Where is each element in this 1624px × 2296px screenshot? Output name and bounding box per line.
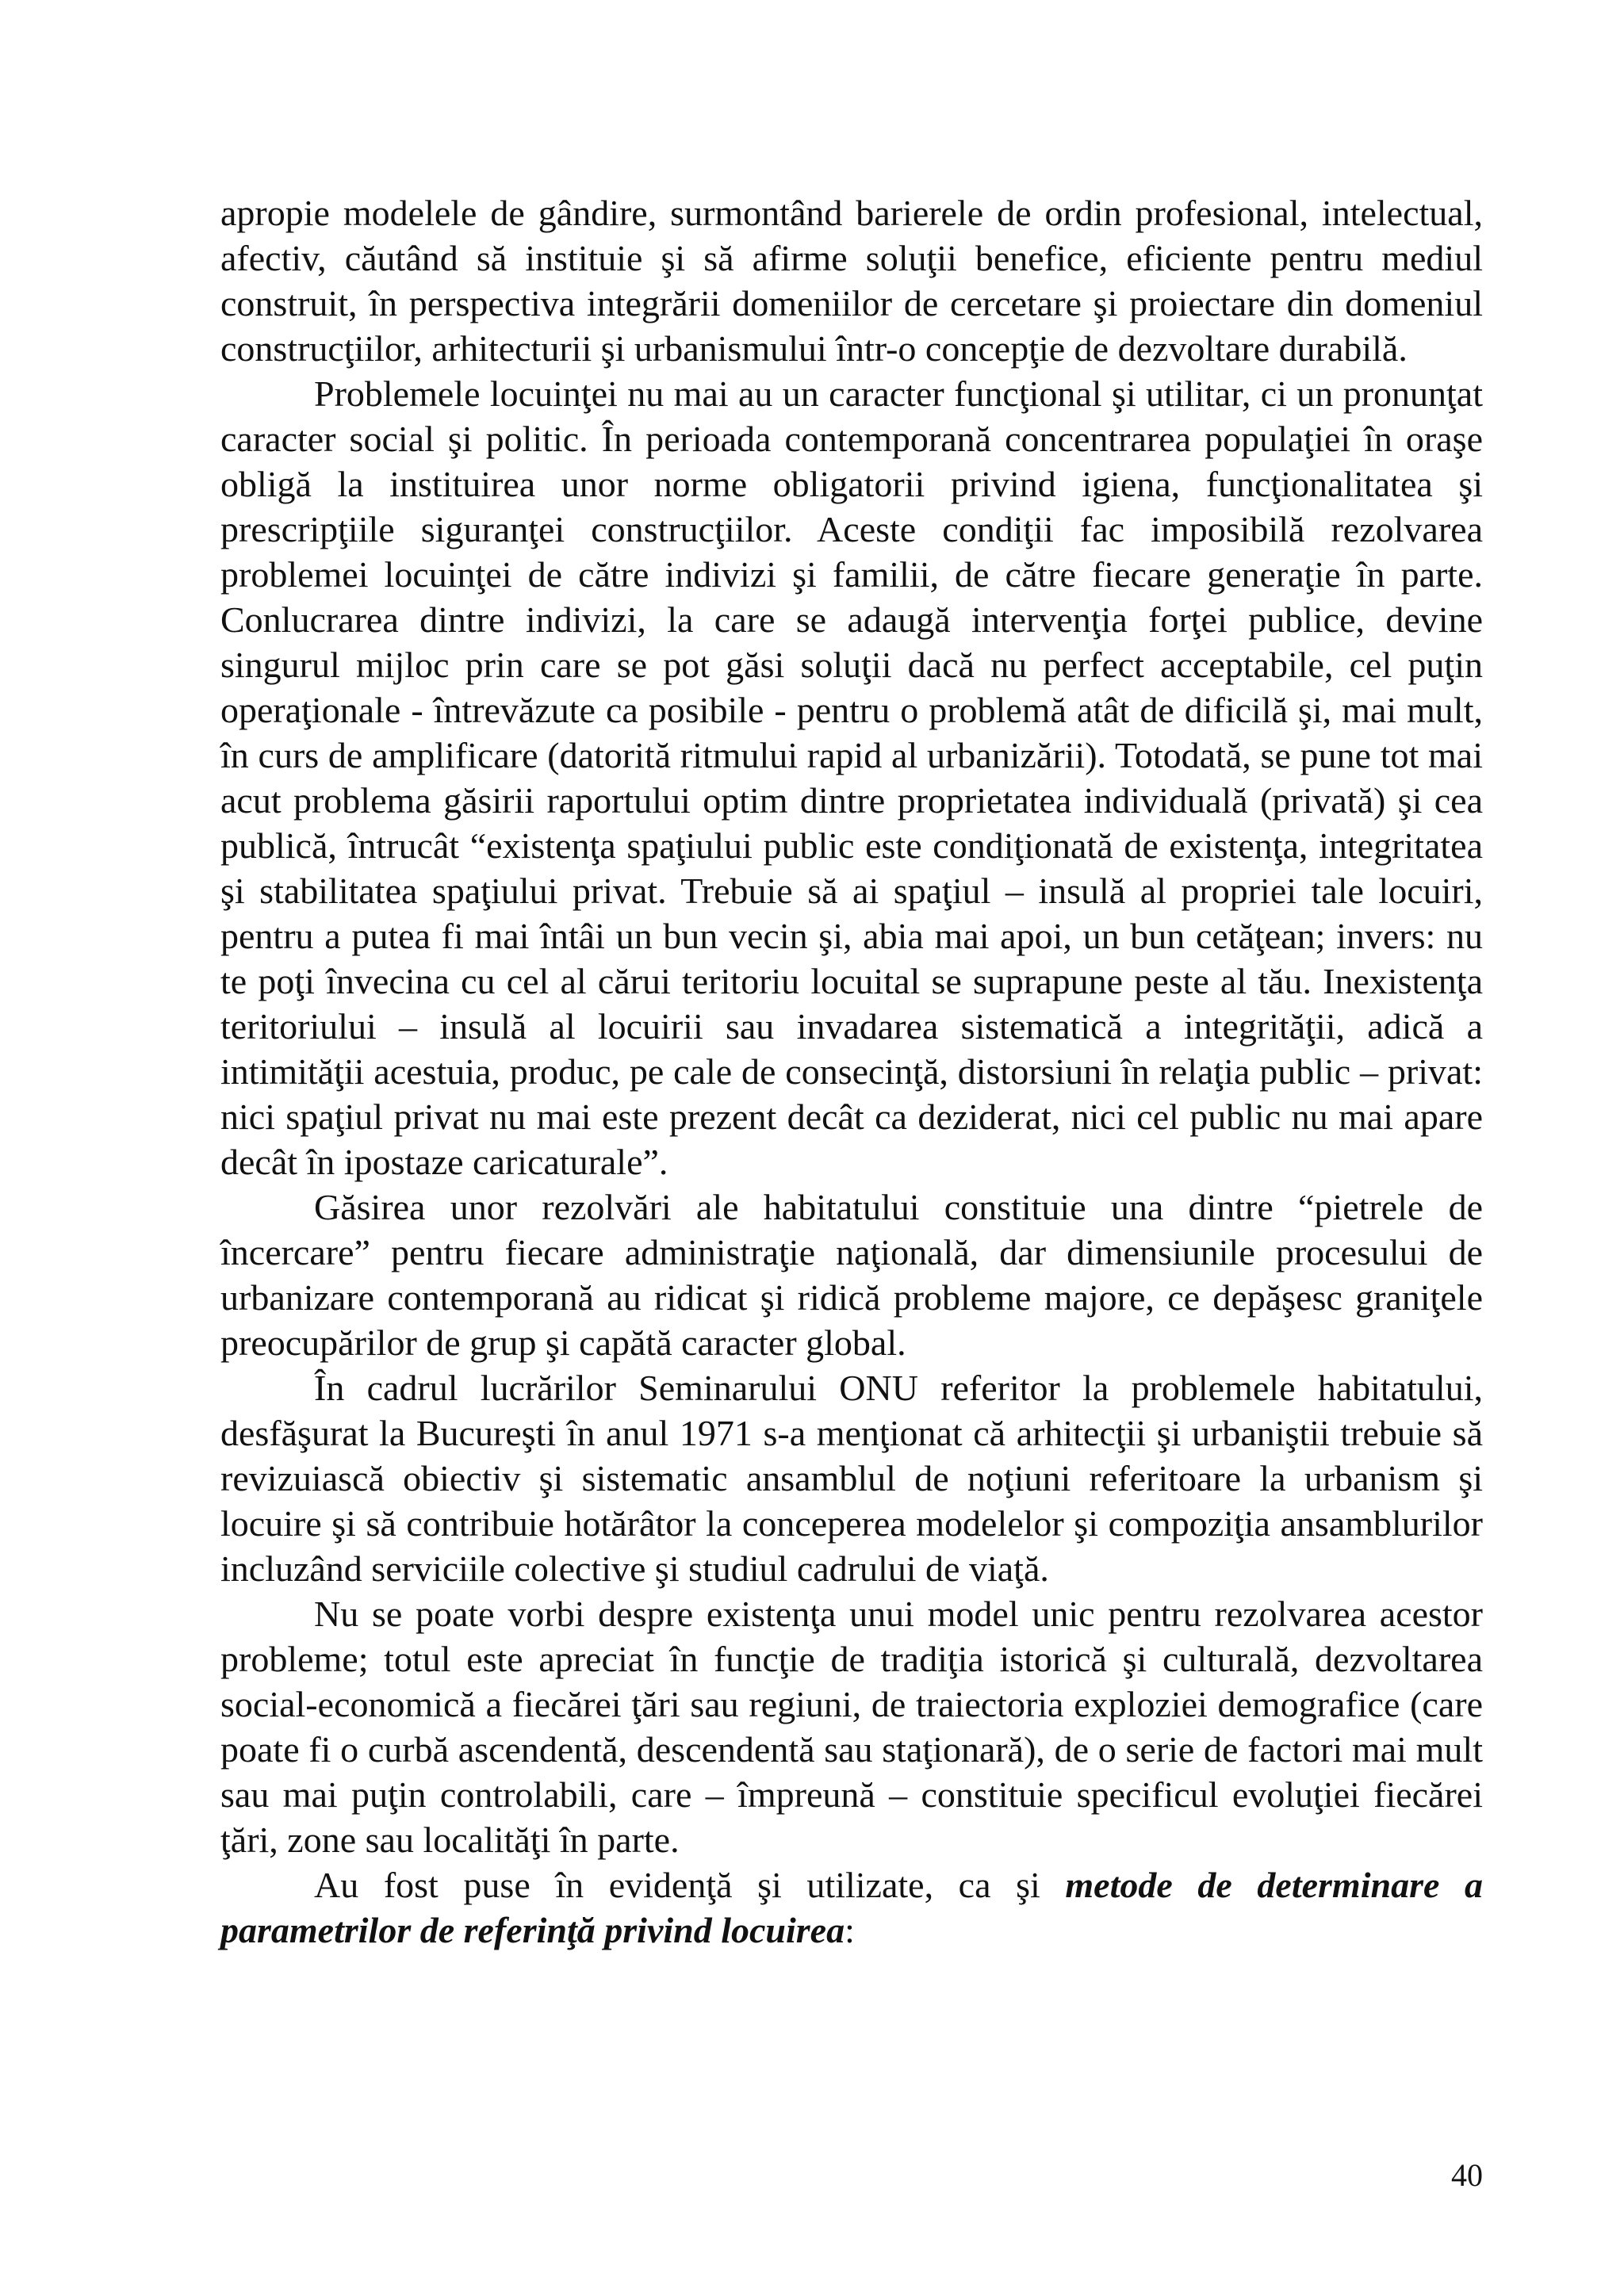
body-text	[220, 190, 1483, 1953]
paragraph-4: În cadrul lucrărilor Seminarului ONU referitor la problemele habitatului, desfăşurat la Bucureşti în anul 1971 s-a menţionat că arhitecţii şi urbaniştii trebuie să revizuiască obiectiv şi sistematic ansamblul de noţiuni referitoare la urbanism şi locuire şi să contribuie hotărâtor la conceperea modelelor şi compoziţia ansamblurilor incluzând serviciile colective şi studiul cadrului de viaţă.	[220, 1368, 1483, 1589]
paragraph-2: Problemele locuinţei nu mai au un caracter funcţional şi utilitar, ci un pronunţat caracter social şi politic. În perioada contemporană concentrarea populaţiei în oraşe obligă la instituirea unor norme obligatorii privind igiena, funcţionalitatea şi prescripţiile siguranţei construcţiilor. Aceste condiţii fac imposibilă rezolvarea problemei locuinţei de către indivizi şi familii, de către fiecare generaţie în parte. Conlucrarea dintre indivizi, la care se adaugă intervenţia forţei publice, devine singurul mijloc prin care se pot găsi soluţii dacă nu perfect acceptabile, cel puţin operaţionale - întrevăzute ca posibile - pentru o problemă atât de dificilă şi, mai mult, în curs de amplificare (datorită ritmului rapid al urbanizării). Totodată, se pune tot mai acut problema găsirii raportului optim dintre proprietatea individuală (privată) şi cea publică, întrucât “existenţa spaţiului public este condiţionată de existenţa, integritatea şi stabilitatea spaţiului privat. Trebuie să ai spaţiul – insulă al propriei tale locuiri, pentru a putea fi mai întâi un bun vecin şi, abia mai apoi, un bun cetăţean; invers: nu te poţi învecina cu cel al cărui teritoriu locuital se suprapune peste al tău. Inexistenţa teritoriului – insulă al locuirii sau invadarea sistematică a integrităţii, adică a intimităţii acestuia, produc, pe cale de consecinţă, distorsiuni în relaţia public – privat: nici spaţiul privat nu mai este prezent decât ca deziderat, nici cel public nu mai apare decât în ipostaze caricaturale”.	[220, 373, 1483, 1182]
paragraph-6-lead: Au fost puse în evidenţă şi utilizate, ca şi	[314, 1865, 1066, 1905]
paragraph-6-tail: :	[845, 1910, 855, 1950]
emphasized-phrase: metode de determinare a parametrilor de referinţă privind locuirea	[220, 1865, 1483, 1950]
paragraph-6	[220, 1862, 1483, 1953]
paragraph-3: Găsirea unor rezolvări ale habitatului constituie una dintre “pietrele de încercare” pentru fiecare administraţie naţională, dar dimensiunile procesului de urbanizare contemporană au ridicat şi ridică probleme majore, ce depăşesc graniţele preocupărilor de grup şi capătă caracter global.	[220, 1187, 1483, 1363]
page-number: 40	[1451, 2157, 1483, 2193]
paragraph-5: Nu se poate vorbi despre existenţa unui model unic pentru rezolvarea acestor probleme; totul este apreciat în funcţie de tradiţia istorică şi culturală, dezvoltarea social-economică a fiecărei ţări sau regiuni, de traiectoria exploziei demografice (care poate fi o curbă ascendentă, descendentă sau staţionară), de o serie de factori mai mult sau mai puţin controlabili, care – împreună – constituie specificul evoluţiei fiecărei ţări, zone sau localităţi în parte.	[220, 1594, 1483, 1860]
paragraph-1: apropie modelele de gândire, surmontând barierele de ordin profesional, intelectual, afectiv, căutând să instituie şi să afirme soluţii benefice, eficiente pentru mediul construit, în perspectiva integrării domeniilor de cercetare şi proiectare din domeniul construcţiilor, arhitecturii şi urbanismului într-o concepţie de dezvoltare durabilă.	[220, 193, 1483, 369]
